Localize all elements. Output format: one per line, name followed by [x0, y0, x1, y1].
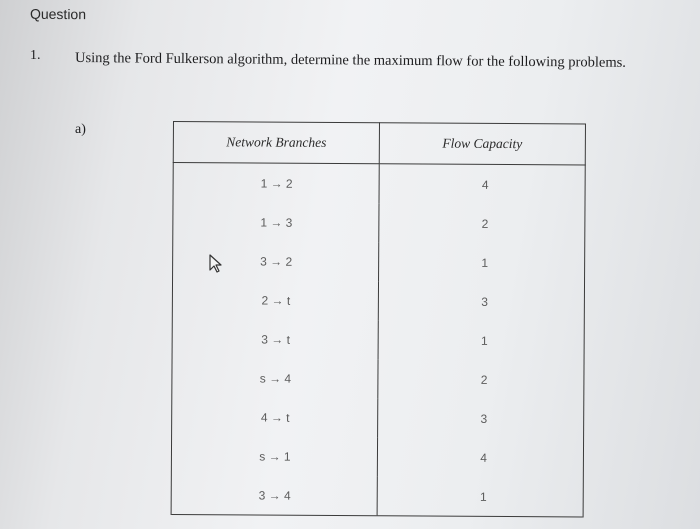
branch-cell: 4 → t — [172, 397, 378, 437]
capacity-cell: 3 — [378, 281, 584, 321]
table-row — [172, 280, 584, 322]
branch-cell: s → 1 — [171, 436, 377, 476]
flow-capacity-table — [171, 121, 586, 518]
table-row — [173, 202, 585, 244]
capacity-cell: 4 — [379, 164, 585, 205]
table-row — [173, 241, 585, 283]
branch-cell: 3 → t — [172, 319, 378, 359]
capacity-cell: 1 — [379, 242, 585, 282]
table-row — [172, 319, 584, 361]
branch-cell: 1 → 3 — [173, 202, 379, 242]
branch-cell: 2 → t — [172, 280, 378, 320]
table-row — [173, 163, 585, 205]
column-header-flow-capacity: Flow Capacity — [379, 123, 585, 165]
branch-cell: 1 → 2 — [173, 163, 379, 204]
capacity-cell: 1 — [377, 476, 583, 517]
part-label: a) — [75, 122, 86, 137]
table-row — [172, 358, 584, 400]
capacity-cell: 2 — [378, 359, 584, 399]
capacity-cell: 1 — [378, 320, 584, 360]
section-title: Question — [29, 5, 87, 23]
column-header-network-branches: Network Branches — [173, 122, 379, 164]
table-row — [171, 436, 583, 478]
branch-cell: 3 → 2 — [173, 241, 379, 281]
capacity-cell: 4 — [377, 437, 583, 477]
branch-cell: s → 4 — [172, 358, 378, 398]
question-text: Using the Ford Fulkerson algorithm, determine the maximum flow for the following problems. — [74, 50, 626, 71]
table-row — [171, 475, 583, 517]
question-number: 1. — [30, 48, 41, 63]
table-row — [172, 397, 584, 439]
capacity-cell: 2 — [379, 203, 585, 243]
branch-cell: 3 → 4 — [171, 475, 377, 516]
flow-capacity-table-wrapper — [171, 121, 585, 502]
mouse-pointer-icon — [208, 254, 224, 274]
capacity-cell: 3 — [378, 398, 584, 438]
table-header-row — [173, 122, 585, 166]
